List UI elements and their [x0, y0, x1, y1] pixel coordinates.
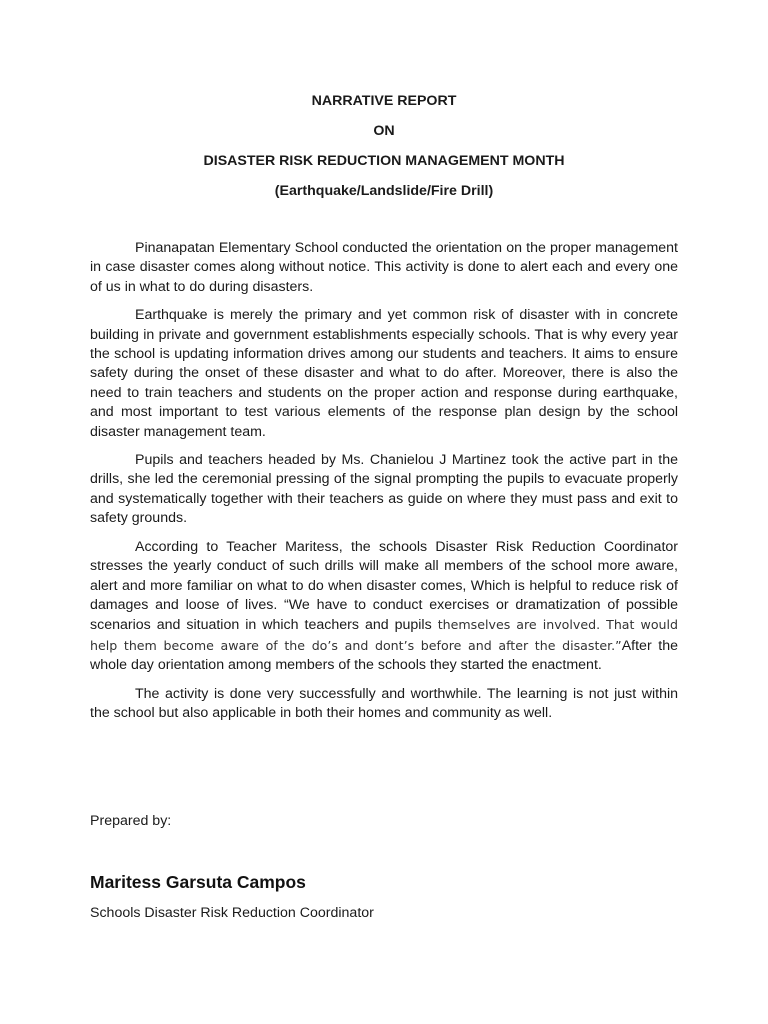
title-line-1: NARRATIVE REPORT	[311, 93, 457, 109]
paragraph-4-quote: themselves are involved. That would help them become aware of the do’s and dont’s before and after the disaster.”	[90, 617, 678, 653]
paragraph-4	[90, 538, 678, 676]
paragraph-5: The activity is done very successfully and worthwhile. The learning is not just within the school but also applicable in both their homes and community as well.	[90, 685, 678, 721]
paragraph-3: Pupils and teachers headed by Ms. Chanielou J Martinez took the active part in the drills, she led the ceremonial pressing of the signal prompting the pupils to evacuate properly and systematically together with their teachers as guide on where they must pass and exit to safety grounds.	[90, 452, 678, 527]
title-line-4: (Earthquake/Landslide/Fire Drill)	[274, 183, 494, 199]
paragraph-1: Pinanapatan Elementary School conducted the orientation on the proper management in case disaster comes along without notice. This activity is done to alert each and every one of us in what to do during disasters.	[90, 240, 678, 295]
paragraph-2: Earthquake is merely the primary and yet common risk of disaster with in concrete building in private and government establishments especially schools. That is why every year the school is updating information drives among our students and teachers. It aims to ensure safety during the onset of these disaster and what to do after. Moreover, there is also the need to train teachers and students on the proper action and response during earthquake, and most important to test various elements of the response plan design by the school disaster management team.	[90, 307, 678, 440]
report-body	[90, 239, 678, 732]
report-title	[0, 91, 768, 211]
title-line-2: ON	[373, 123, 395, 139]
prepared-by-label: Prepared by:	[90, 813, 172, 829]
title-line-3: DISASTER RISK REDUCTION MANAGEMENT MONTH	[203, 153, 565, 169]
signer-name: Maritess Garsuta Campos	[90, 872, 306, 892]
paragraph-4-part-c: After the whole day orientation among members of the schools they started the enactment.	[90, 637, 678, 674]
signer-position: Schools Disaster Risk Reduction Coordinator	[90, 905, 374, 921]
paragraph-4-part-a: According to Teacher Maritess, the schools Disaster Risk Reduction Coordinator stresses the yearly conduct of such drills will make all members of the school more aware, alert and more familiar on what to do when disaster comes, Which is helpful to reduce risk of damages and loose of lives. “We have to conduct exercises or dramatization of possible scenarios and situation in which teachers and pupils	[90, 538, 678, 634]
